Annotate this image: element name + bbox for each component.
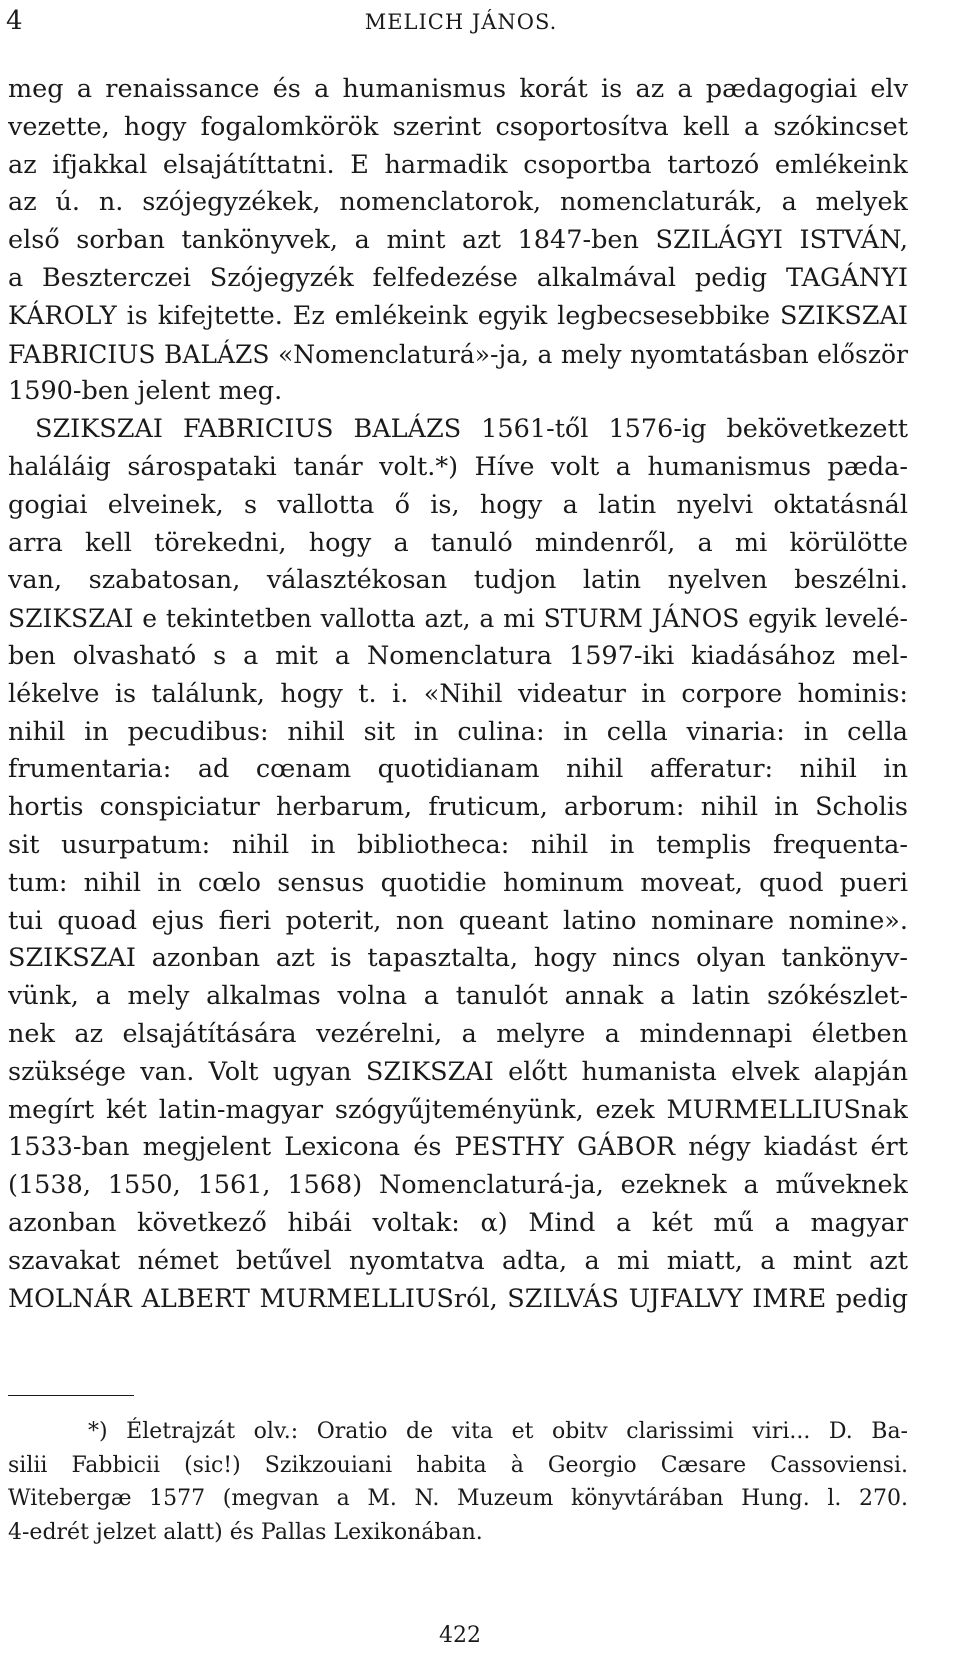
body-line: haláláig sárospataki tanár volt.*) Híve volt a humanismus pæda- — [8, 451, 908, 482]
body-line: meg a renaissance és a humanismus korát is az a pædagogiai elv — [8, 74, 908, 104]
body-line: azonban következő hibái voltak: α) Mind a két mű a magyar — [8, 1207, 908, 1238]
body-line: a Beszterczei Szójegyzék felfedezése alkalmával pedig TAGÁNYI — [8, 262, 908, 293]
body-line: SZIKSZAI azonban azt is tapasztalta, hogy nincs olyan tankönyv- — [8, 943, 908, 974]
body-line: tum: nihil in cœlo sensus quotidie hominum moveat, quod pueri — [8, 867, 908, 898]
body-line: nek az elsajátítására vezérelni, a melyre a mindennapi életben — [8, 1018, 908, 1049]
body-line: megírt két latin-magyar szógyűjteményünk, ezek MURMELLIUSnak — [8, 1094, 908, 1125]
body-line: sit usurpatum: nihil in bibliotheca: nihil in templis frequenta- — [8, 829, 908, 860]
body-line: FABRICIUS BALÁZS «Nomenclaturá»-ja, a mely nyomtatásban először — [8, 339, 908, 369]
body-line: első sorban tankönyvek, a mint azt 1847-ben SZILÁGYI ISTVÁN, — [8, 225, 908, 256]
body-line: 1590-ben jelent meg. — [8, 376, 283, 407]
body-line: szüksége van. Volt ugyan SZIKSZAI előtt humanista elvek alapján — [8, 1056, 908, 1087]
page-number: 4 — [6, 6, 23, 36]
body-line: (1538, 1550, 1561, 1568) Nomenclaturá-ja, ezeknek a műveknek — [8, 1170, 908, 1201]
body-line: arra kell törekedni, hogy a tanuló mindenről, a mi körülötte — [8, 527, 908, 558]
body-line: SZIKSZAI e tekintetben vallotta azt, a mi STURM JÁNOS egyik levelé- — [8, 604, 908, 634]
body-text — [8, 71, 908, 1318]
body-line: hortis conspiciatur herbarum, fruticum, arborum: nihil in Scholis — [8, 792, 908, 823]
running-head — [6, 6, 916, 40]
body-line: vezette, hogy fogalomkörök szerint csoportosítva kell a szókincset — [8, 111, 908, 142]
body-line: az ú. n. szójegyzékek, nomenclatorok, nomenclaturák, a melyek — [8, 187, 908, 218]
footnote-separator — [8, 1395, 134, 1396]
body-line: tui quoad ejus fieri poterit, non queant latino nominare nomine». — [8, 905, 908, 936]
signature-mark: 422 — [439, 1623, 481, 1648]
body-line: vünk, a mely alkalmas volna a tanulót annak a latin szókészlet- — [8, 981, 908, 1012]
footnote-line: silii Fabbicii (sic!) Szikzouiani habita à Georgio Cæsare Cassoviensi. — [8, 1452, 908, 1478]
body-line: SZIKSZAI FABRICIUS BALÁZS 1561-től 1576-ig bekövetkezett — [35, 414, 908, 445]
body-line: van, szabatosan, választékosan tudjon latin nyelven beszélni. — [8, 565, 908, 596]
body-line: ben olvasható s a mit a Nomenclatura 1597-iki kiadásához mel- — [8, 640, 908, 671]
body-line: 1533-ban megjelent Lexicona és PESTHY GÁBOR négy kiadást ért — [8, 1132, 908, 1163]
body-line: MOLNÁR ALBERT MURMELLIUSról, SZILVÁS UJFALVY IMRE pedig — [8, 1283, 908, 1314]
footnote-line: *) Életrajzát olv.: Oratio de vita et obitv clarissimi viri... D. Ba- — [88, 1419, 908, 1444]
footnote-line: 4-edrét jelzet alatt) és Pallas Lexikonában. — [8, 1519, 483, 1545]
body-line: KÁROLY is kifejtette. Ez emlékeink egyik legbecsesebbike SZIKSZAI — [8, 300, 908, 331]
body-line: nihil in pecudibus: nihil sit in culina: in cella vinaria: in cella — [8, 716, 908, 747]
body-line: lékelve is találunk, hogy t. i. «Nihil videatur in corpore hominis: — [8, 678, 908, 709]
body-line: szavakat német betűvel nyomtatva adta, a mi miatt, a mint azt — [8, 1245, 908, 1276]
body-line: gogiai elveinek, s vallotta ő is, hogy a latin nyelvi oktatásnál — [8, 489, 908, 520]
footnote — [8, 1415, 908, 1549]
body-line: frumentaria: ad cœnam quotidianam nihil afferatur: nihil in — [8, 754, 908, 785]
body-line: az ifjakkal elsajátíttatni. E harmadik csoportba tartozó emlékeink — [8, 149, 908, 180]
footnote-line: Witebergæ 1577 (megvan a M. N. Muzeum könyvtárában Hung. l. 270. — [8, 1486, 908, 1511]
running-title: MELICH JÁNOS. — [364, 10, 558, 34]
